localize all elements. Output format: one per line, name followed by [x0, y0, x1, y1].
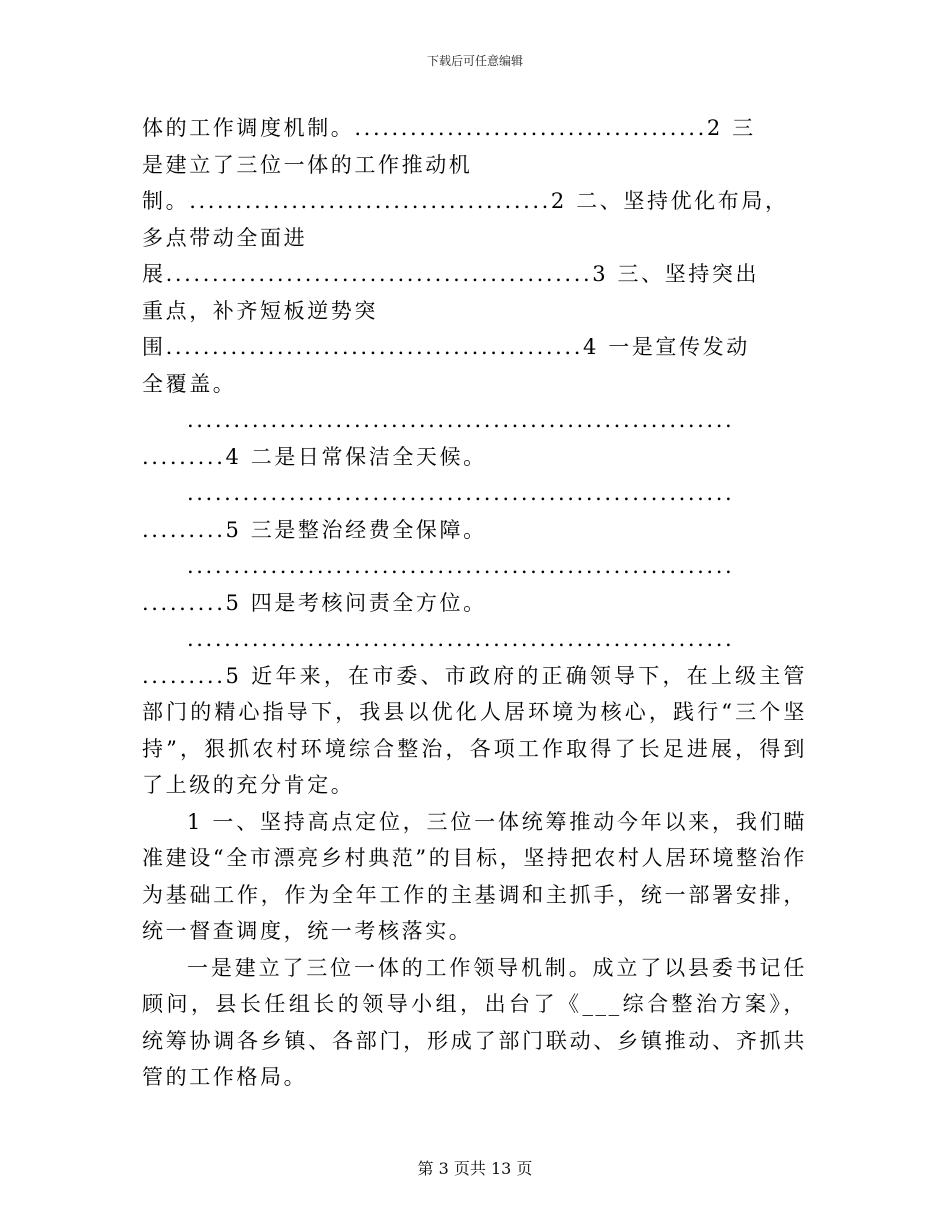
toc-line: 全覆盖。 — [142, 371, 237, 396]
toc-line: 体的工作调度机制。......................................2 三 — [142, 116, 756, 140]
toc-line: 重点，补齐短板逆势突 — [142, 298, 378, 323]
toc-line: 围.............................................4 一是宣传发动 — [142, 335, 750, 359]
page-header: 下载后可任意编辑 — [426, 54, 523, 68]
toc-line: 展..............................................3 三、坚持突出 — [142, 262, 760, 286]
toc-line: 多点带动全面进 — [142, 225, 308, 250]
toc-line: 制。.......................................2 二、坚持优化布局， — [142, 189, 789, 213]
body-paragraph-leadership: 一是建立了三位一体的工作领导机制。成立了以县委书记任顾问，县长任组长的领导小组，出台了《___综合整治方案》，统筹协调各乡镇、各部门，形成了部门联动、乡镇推动、齐抓共管的工作格局。 — [142, 955, 807, 1089]
toc-line: .........5 四是考核问责全方位。 — [142, 590, 487, 615]
page-number-footer: 第 3 页共 13 页 — [417, 1159, 533, 1178]
toc-line: .........5 三是整治经费全保障。 — [142, 517, 487, 542]
toc-leader-line: ........................................................... — [187, 627, 735, 651]
body-paragraph-intro: .........5 近年来，在市委、市政府的正确领导下，在上级主管部门的精心指导下，我县以优化人居环境为核心，践行“三个坚持”，狠抓农村环境综合整治，各项工作取得了长足进展，得到了上级的充分肯定。 — [142, 663, 807, 797]
toc-leader-line: ........................................................... — [187, 554, 735, 578]
toc-leader-line: ........................................................... — [187, 481, 735, 505]
toc-leader-line: ........................................................... — [187, 408, 735, 432]
document-body — [142, 110, 807, 1096]
toc-line: .........4 二是日常保洁全天候。 — [142, 444, 487, 469]
body-paragraph-section-1: 1 一、坚持高点定位，三位一体统筹推动今年以来，我们瞄准建设“全市漂亮乡村典范”的目标，坚持把农村人居环境整治作为基础工作，作为全年工作的主基调和主抓手，统一部署安排，统一督查调度，统一考核落实。 — [142, 809, 807, 943]
toc-line: 是建立了三位一体的工作推动机 — [142, 152, 473, 177]
